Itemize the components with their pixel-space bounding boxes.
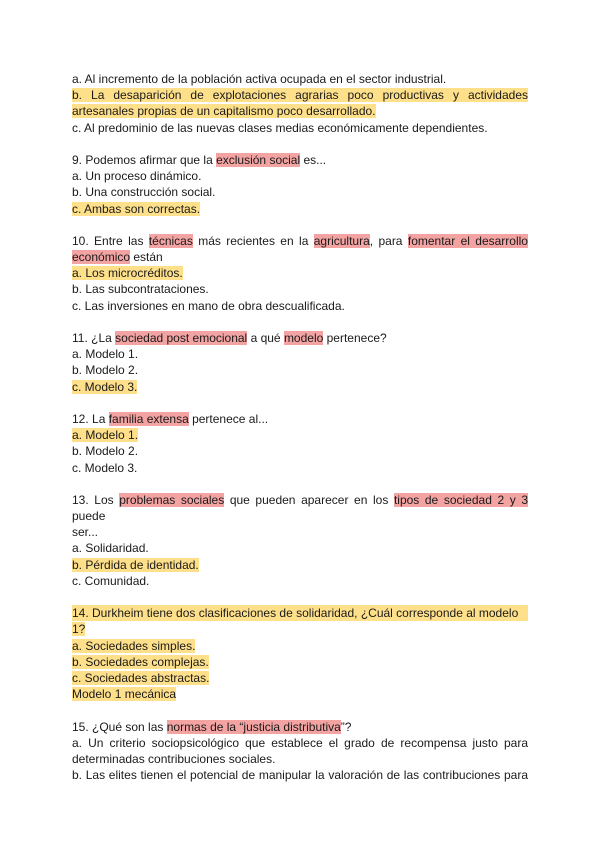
q12-text-1: 12. La <box>72 411 109 426</box>
spacer <box>72 136 528 152</box>
q11-option-b: b. Modelo 2. <box>72 363 139 378</box>
q13-question-line1 <box>72 492 528 508</box>
q12-option-a <box>72 427 528 443</box>
q14-option-b <box>72 654 528 670</box>
q11-answer-highlight: c. Modelo 3. <box>72 379 138 394</box>
q11-highlight-1: sociedad post emocional <box>115 331 248 345</box>
q10-highlight-2: agricultura <box>313 233 370 248</box>
q9-answer-highlight: c. Ambas son correctas. <box>72 201 201 216</box>
q13-option-b <box>72 557 528 573</box>
q13-highlight-2: tipos de sociedad 2 y 3 <box>393 492 529 507</box>
q10-option-a <box>72 265 528 281</box>
q13-option-c: c. Comunidad. <box>72 573 150 588</box>
q15-text-1: 15. ¿Qué son las <box>72 719 167 734</box>
q9-highlight: exclusión social <box>216 152 301 167</box>
spacer <box>72 702 528 718</box>
q14-note-highlight: Modelo 1 mecánica <box>72 687 177 702</box>
q9-option-a: a. Un proceso dinámico. <box>72 169 202 184</box>
spacer <box>72 217 528 233</box>
q14-option-b-highlight: b. Sociedades complejas. <box>72 654 209 669</box>
q13-text-2: que pueden aparecer en los <box>224 492 394 507</box>
q10-highlight-3: fomentar el desarrollo <box>407 233 528 248</box>
q11-option-a: a. Modelo 1. <box>72 347 139 362</box>
q14-option-a <box>72 638 528 654</box>
q8-option-b-highlight-1: b. La desaparición de explotaciones agrarias poco productivas y actividades <box>72 88 528 103</box>
spacer <box>72 395 528 411</box>
q9-question <box>72 152 528 168</box>
q11-option-c <box>72 379 528 395</box>
q9-option-b: b. Una construcción social. <box>72 185 216 200</box>
q10-question-line1 <box>72 233 528 249</box>
q8-option-b-highlight-2: artesanales propias de un capitalismo poco desarrollado. <box>72 104 376 119</box>
q8-option-c: c. Al predominio de las nuevas clases medias económicamente dependientes. <box>72 120 488 135</box>
q8-option-b-line2 <box>72 103 528 119</box>
spacer <box>72 476 528 492</box>
q12-highlight: familia extensa <box>108 411 189 426</box>
q14-question-line1: 14. Durkheim tiene dos clasificaciones de solidaridad, ¿Cuál corresponde al modelo <box>72 605 528 621</box>
q11-highlight-2: modelo <box>283 331 324 345</box>
q14-highlight-line2: 1? <box>72 622 86 637</box>
q15-text-2: ”? <box>340 719 352 734</box>
spacer <box>72 589 528 605</box>
q13-question-line2: puede <box>72 509 106 524</box>
q10-text-2: más recientes en la <box>192 233 314 248</box>
q13-highlight-1: problemas sociales <box>119 492 225 507</box>
q13-answer-highlight: b. Pérdida de identidad. <box>72 557 199 572</box>
q15-highlight: normas de la “justicia distributiva <box>166 719 341 734</box>
q14-option-c-highlight: c. Sociedades abstractas. <box>72 670 210 685</box>
q10-option-b: b. Las subcontrataciones. <box>72 282 209 297</box>
q15-question <box>72 719 528 735</box>
q9-text-1: 9. Podemos afirmar que la <box>72 152 217 167</box>
q15-option-b-line1: b. Las elites tienen el potencial de manipular la valoración de las contribuciones para <box>72 768 528 783</box>
q10-text-1: 10. Entre las <box>72 233 149 248</box>
q9-option-c <box>72 201 528 217</box>
q12-option-b: b. Modelo 2. <box>72 444 139 459</box>
q10-highlight-1: técnicas <box>148 233 193 248</box>
q10-text-3: , para <box>369 233 408 248</box>
q8-option-a: a. Al incremento de la población activa ocupada en el sector industrial. <box>72 72 447 86</box>
q11-question <box>72 330 528 346</box>
spacer <box>72 314 528 330</box>
q11-text-2: a qué <box>247 331 284 345</box>
q14-option-c <box>72 670 528 686</box>
q10-text-4: están <box>130 250 163 265</box>
q13-option-a: a. Solidaridad. <box>72 541 149 556</box>
q12-text-2: pertenece al... <box>188 411 269 426</box>
document-content <box>72 71 528 783</box>
q14-note <box>72 686 528 702</box>
q14-question-line2 <box>72 621 528 637</box>
q9-text-2: es... <box>300 152 327 167</box>
q10-question-line2 <box>72 249 528 265</box>
q11-text-1: 11. ¿La <box>72 331 116 345</box>
q12-answer-highlight: a. Modelo 1. <box>72 428 139 443</box>
q10-highlight-4: económico <box>72 250 131 265</box>
q10-option-c: c. Las inversiones en mano de obra descualificada. <box>72 298 345 313</box>
q11-text-3: pertenece? <box>323 331 387 345</box>
q15-option-a-line1: a. Un criterio sociopsicológico que establece el grado de recompensa justo para <box>72 735 528 750</box>
q10-answer-highlight: a. Los microcréditos. <box>72 266 183 281</box>
q13-text-1: 13. Los <box>72 492 120 507</box>
q12-question <box>72 411 528 427</box>
q14-option-a-highlight: a. Sociedades simples. <box>72 638 196 653</box>
q15-option-a-line2: determinadas contribuciones sociales. <box>72 751 276 766</box>
q8-option-b-line1 <box>72 87 528 103</box>
q13-question-line3: ser... <box>72 525 99 540</box>
q12-option-c: c. Modelo 3. <box>72 460 138 475</box>
